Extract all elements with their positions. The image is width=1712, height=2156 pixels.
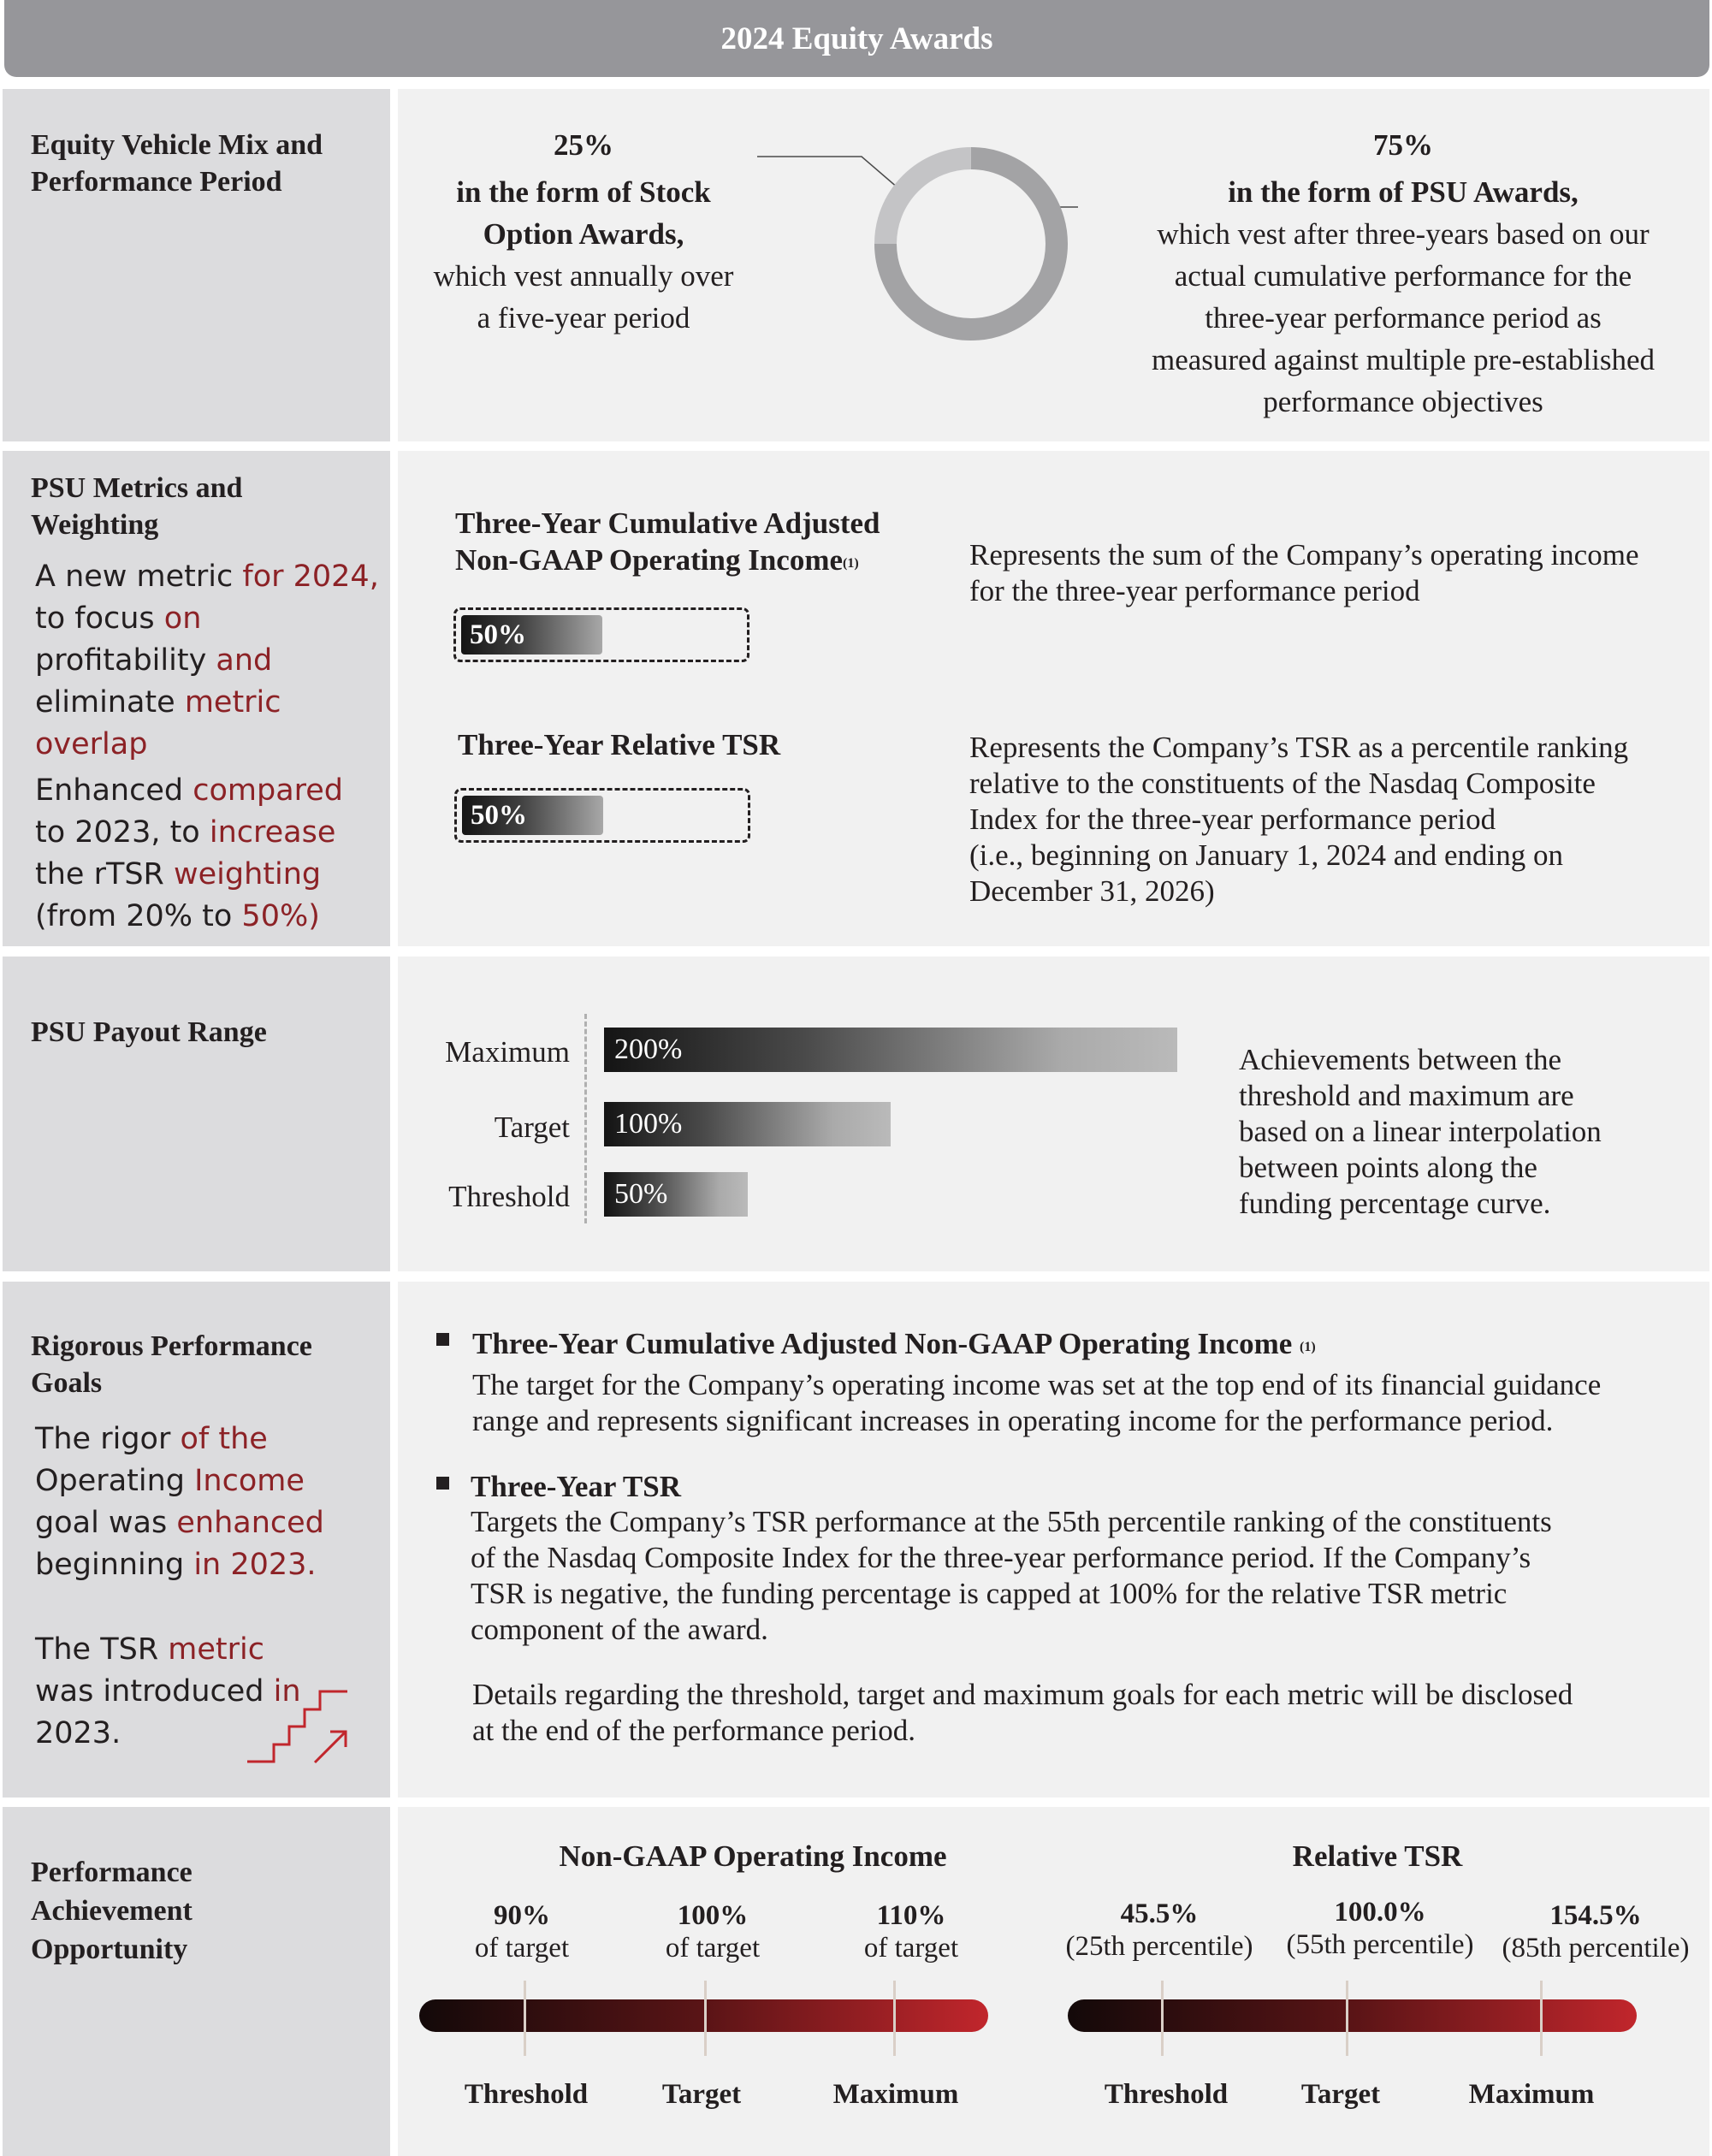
payout-label-target: Target: [494, 1111, 570, 1144]
tsr-level-maximum: Maximum: [1468, 2079, 1595, 2110]
banner-title: 2024 Equity Awards: [720, 21, 993, 56]
metric-relative-tsr-desc: Represents the Company’s TSR as a percentile ranking relative to the constituents of the Nasdaq Composite Index for the three-year performance period (i.e., beginning on January 1, 2024 and ending on December 31, 2026): [969, 731, 1629, 908]
tsr-maximum-point: 154.5% (85th percentile): [1502, 1900, 1690, 1964]
row-label-payout-range: PSU Payout Range: [31, 1016, 267, 1048]
goal-operating-income-desc: The target for the Company’s operating income was set at the top end of its financial guidance range and represents significant increases in operating income for the performance period.: [472, 1368, 1602, 1437]
oi-target-tick: [704, 1981, 707, 2056]
goal-operating-income-title: Three-Year Cumulative Adjusted Non-GAAP Operating Income $^{(1)}$: [472, 1327, 1316, 1360]
stock-leader-line: [757, 157, 898, 188]
operating-income-weight-bar: 50%: [461, 615, 602, 654]
goal-disclosure-note: Details regarding the threshold, target and maximum goals for each metric will be disclosed at the end of the performance period.: [472, 1678, 1573, 1747]
payout-label-threshold: Threshold: [448, 1180, 570, 1213]
goal-tsr-desc: Targets the Company’s TSR performance at the 55th percentile ranking of the constituents of the Nasdaq Composite Index for the three-year performance period. If the Company’s TSR is negative, the funding percentage is capped at 100% for the relative TSR metric component of the award.: [471, 1505, 1552, 1646]
psu-award-block: 75% in the form of PSU Awards, which vest after three-years based on our actual cumulative performance for the three-year performance period as measured against multiple pre-established performance objectives: [1104, 124, 1703, 423]
achievement-tsr-title: Relative TSR: [1292, 1839, 1463, 1873]
relative-tsr-weight-bar: 50%: [462, 796, 603, 835]
oi-threshold-tick: [524, 1981, 526, 2056]
payout-bar-target: 100%: [604, 1102, 891, 1146]
oi-maximum-point: 110% of target: [863, 1900, 959, 1964]
tsr-target-tick: [1346, 1981, 1348, 2056]
stock-option-block: 25% in the form of Stock Option Awards, which vest annually over a five-year period: [411, 124, 756, 339]
tsr-threshold-tick: [1161, 1981, 1164, 2056]
donut-stock-slice: [886, 158, 971, 244]
operating-income-rigor-note: The rigor of the Operating Income goal was enhanced beginning in 2023.: [35, 1422, 324, 1582]
metric-change-note: A new metric for 2024, to focus on profitability and eliminate metric overlap: [35, 560, 379, 761]
payout-interpolation-note: Achievements between the threshold and maximum are based on a linear interpolation between points along the funding percentage curve.: [1239, 1043, 1602, 1220]
metric-operating-income-title: Three-Year Cumulative Adjusted Non-GAAP Operating Income$^{(1)}$: [455, 506, 880, 577]
page-banner: [4, 0, 1709, 77]
tsr-introduced-note: The TSR metric was introduced in 2023.: [35, 1632, 301, 1750]
oi-level-maximum: Maximum: [832, 2079, 959, 2110]
oi-threshold-point: 90% of target: [474, 1900, 570, 1964]
goal-tsr-title: Three-Year TSR: [471, 1470, 681, 1503]
metric-relative-tsr-title: Three-Year Relative TSR: [458, 728, 781, 761]
oi-maximum-tick: [893, 1981, 896, 2056]
payout-bar-maximum: 200%: [604, 1028, 1177, 1072]
rtsr-change-note: Enhanced compared to 2023, to increase the rTSR weighting (from 20% to 50%): [35, 773, 344, 933]
tsr-level-target: Target: [1300, 2079, 1381, 2110]
payout-bar-threshold: 50%: [604, 1172, 748, 1217]
operating-income-weight-box: [453, 607, 749, 662]
row-label-rigorous-goals: Rigorous Performance Goals: [31, 1330, 312, 1399]
oi-level-threshold: Threshold: [464, 2079, 589, 2110]
stairs-arrow-icon: [245, 1687, 352, 1768]
oi-level-target: Target: [661, 2079, 742, 2110]
tsr-threshold-point: 45.5% (25th percentile): [1065, 1898, 1253, 1962]
tsr-target-point: 100.0% (55th percentile): [1286, 1897, 1474, 1960]
achievement-oi-title: Non-GAAP Operating Income: [559, 1839, 947, 1873]
payout-label-maximum: Maximum: [445, 1035, 570, 1069]
row-label-equity-mix: Equity Vehicle Mix and Performance Period: [31, 129, 323, 198]
relative-tsr-weight-box: [454, 788, 750, 843]
tsr-level-threshold: Threshold: [1104, 2079, 1229, 2110]
tsr-gradient-bar: [1068, 1999, 1637, 2032]
psu-pct: 75%: [1373, 128, 1433, 162]
bullet-icon: [436, 1477, 449, 1490]
tsr-maximum-tick: [1540, 1981, 1543, 2056]
row-label-psu-metrics: PSU Metrics and Weighting: [31, 472, 243, 541]
oi-target-point: 100% of target: [665, 1900, 761, 1964]
row-label-achievement: Performance Achievement Opportunity: [31, 1857, 193, 1965]
bullet-icon: [436, 1333, 449, 1346]
row-label-cell-payout: [3, 957, 390, 1271]
equity-mix-donut: [753, 141, 1078, 346]
stock-option-pct: 25%: [554, 128, 613, 162]
metric-operating-income-desc: Represents the sum of the Company’s operating income for the three-year performance period: [969, 538, 1639, 607]
payout-axis-line: [584, 1014, 587, 1223]
